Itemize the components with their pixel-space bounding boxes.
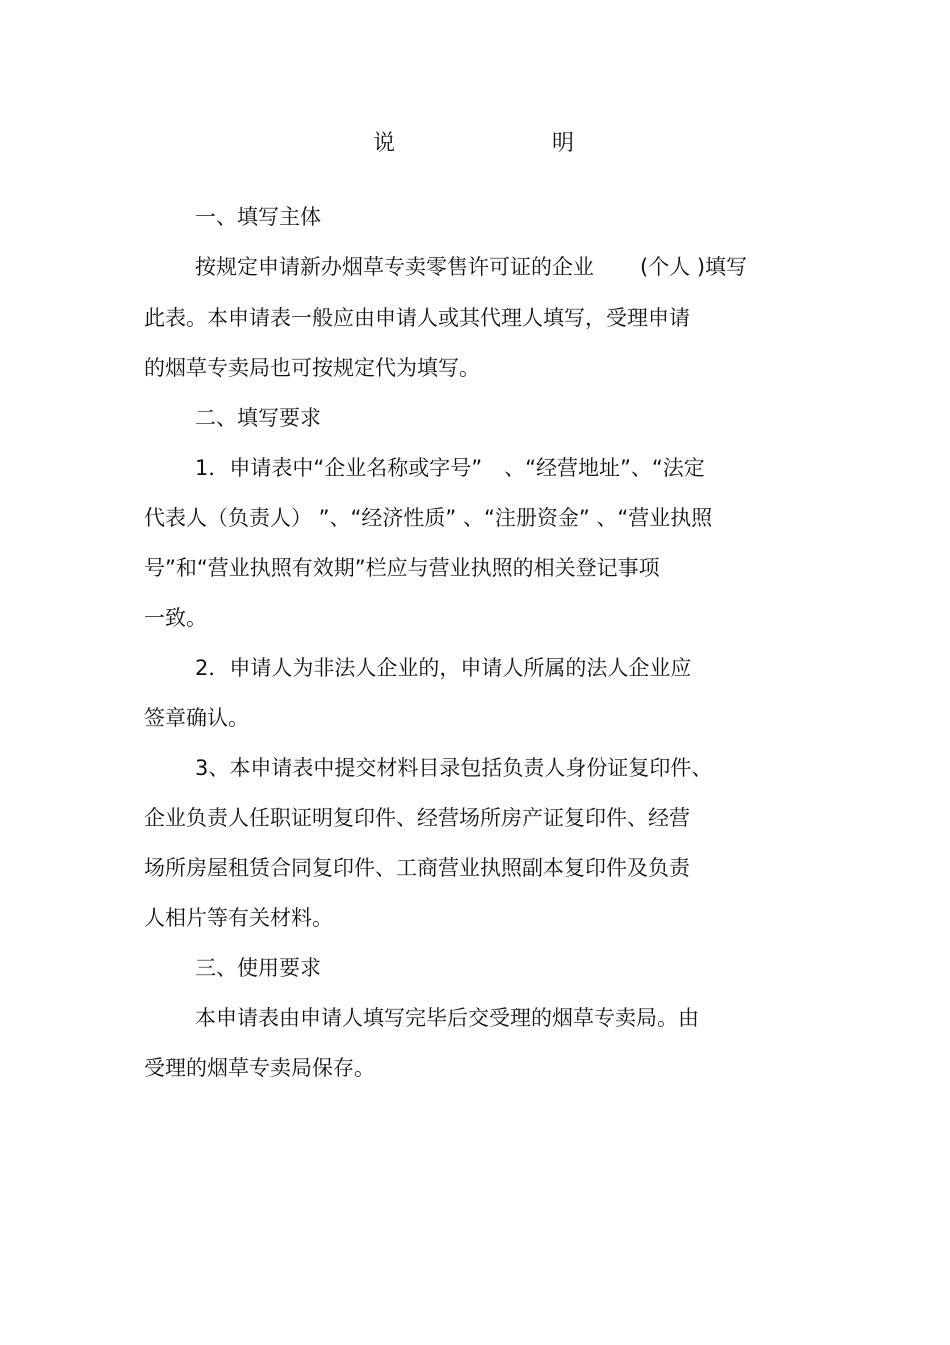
section-1-paragraph-line-3: 的烟草专卖局也可按规定代为填写。 — [144, 356, 480, 380]
section-1-heading: 一、填写主体 — [195, 205, 321, 229]
page-title — [0, 126, 950, 156]
section-3-heading: 三、使用要求 — [195, 956, 321, 980]
section-3-paragraph-line-2: 受理的烟草专卖局保存。 — [144, 1056, 375, 1080]
section-2-item-1-line-1 — [195, 453, 705, 483]
section-2-heading: 二、填写要求 — [195, 406, 321, 430]
section-2-item-2-line-2: 签章确认。 — [144, 706, 249, 730]
text-segment: 1．申请表中“企业名称或字号” — [195, 456, 483, 480]
text-segment: 、“经营地址”、“法定 — [504, 456, 705, 480]
section-1-paragraph-line-2: 此表。本申请表一般应由申请人或其代理人填写，受理申请 — [144, 306, 690, 330]
section-1-paragraph-line-1 — [195, 252, 747, 282]
section-2-item-1-line-4: 一致。 — [144, 606, 207, 630]
section-2-item-3-line-2: 企业负责人任职证明复印件、经营场所房产证复印件、经营 — [144, 806, 690, 830]
section-2-item-1-line-2: 代表人（负责人） ”、“经济性质” 、“注册资金” 、“营业执照 — [144, 506, 713, 530]
text-segment: 按规定申请新办烟草专卖零售许可证的企业 — [195, 255, 594, 279]
section-2-item-3-line-3: 场所房屋租赁合同复印件、工商营业执照副本复印件及负责 — [144, 856, 690, 880]
section-2-item-1-line-3: 号”和“营业执照有效期”栏应与营业执照的相关登记事项 — [144, 556, 660, 580]
title-char-2: 明 — [552, 131, 575, 156]
section-2-item-3-line-1: 3、本申请表中提交材料目录包括负责人身份证复印件、 — [195, 756, 713, 780]
section-3-paragraph-line-1: 本申请表由申请人填写完毕后交受理的烟草专卖局。由 — [195, 1006, 699, 1030]
section-2-item-3-line-4: 人相片等有关材料。 — [144, 906, 333, 930]
text-segment: (个人 )填写 — [640, 255, 748, 279]
title-char-1: 说 — [373, 131, 396, 156]
section-2-item-2-line-1: 2．申请人为非法人企业的，申请人所属的法人企业应 — [195, 656, 692, 680]
